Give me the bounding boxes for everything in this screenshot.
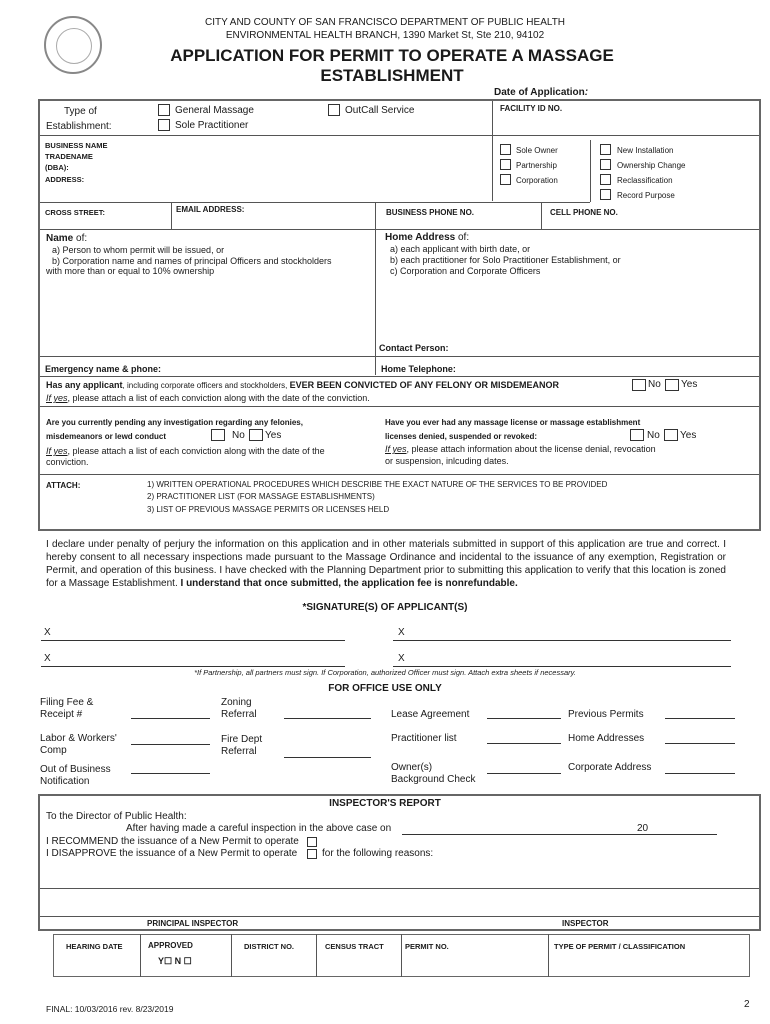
census-tract-label: CENSUS TRACT [325, 942, 384, 951]
felony-no-label: No [648, 379, 661, 390]
facility-id-label: FACILITY ID NO. [500, 104, 563, 113]
attach-item-2: 2) PRACTITIONER LIST (FOR MASSAGE ESTABLISHMENTS) [147, 492, 375, 501]
license-attach-note-cont: or suspension, inlcuding dates. [385, 456, 509, 466]
to-director-label: To the Director of Public Health: [46, 811, 187, 822]
pending-yes-checkbox[interactable] [249, 429, 263, 441]
header-line-1: CITY AND COUNTY OF SAN FRANCISCO DEPARTMENT OF PUBLIC HEALTH [204, 17, 566, 28]
new-installation-checkbox[interactable] [600, 144, 611, 155]
labor-comp-line[interactable] [131, 744, 210, 745]
recommend-label: I RECOMMEND the issuance of a New Permit to operate [46, 836, 299, 847]
cross-street-label: CROSS STREET: [45, 208, 106, 217]
labor-comp-label-cont: Comp [40, 745, 67, 756]
partnership-label: Partnership [516, 161, 557, 170]
emergency-contact-label: Emergency name & phone: [45, 364, 162, 374]
fire-referral-label: Referral [221, 746, 257, 757]
name-option-a: a) Person to whom permit will be issued, or [52, 245, 225, 255]
zoning-referral-label: Referral [221, 709, 257, 720]
license-denied-question-cont: licenses denied, suspended or revoked: [385, 432, 538, 441]
license-yes-label: Yes [680, 430, 697, 441]
address-label: ADDRESS: [45, 175, 85, 184]
dba-label: (DBA): [45, 163, 69, 172]
signature-x-1: X [44, 627, 51, 638]
pending-no-checkbox[interactable] [211, 429, 225, 441]
sole-practitioner-checkbox[interactable] [158, 119, 170, 131]
zoning-line[interactable] [284, 718, 371, 719]
pending-attach-note-cont: conviction. [46, 457, 89, 467]
ownership-change-label: Ownership Change [617, 161, 686, 170]
partnership-checkbox[interactable] [500, 159, 511, 170]
revision-footer: FINAL: 10/03/2016 rev. 8/23/2019 [46, 1004, 174, 1014]
signature-line-2[interactable] [393, 640, 731, 641]
signatures-title: *SIGNATURE(S) OF APPLICANT(S) [302, 602, 468, 613]
declaration-text: I declare under penalty of perjury the information on this application and in other materials submitted in support of this application are true and correct. I hereby consent to all necessary inspections made pursuant to the Massage Ordinance and incidental to the issuance of any exemption, Registration or Permit, and operation of this business. I have checked with the Planning Department prior to submitting this application to verify that this location is zoned for a Massage Establishment. I understand that once submitted, the application fee is nonrefundable. [46, 539, 726, 589]
practitioner-list-label: Practitioner list [391, 733, 457, 744]
license-denied-question: Have you ever had any massage license or massage establishment [385, 418, 641, 427]
fire-dept-label: Fire Dept [221, 734, 263, 745]
record-purpose-checkbox[interactable] [600, 189, 611, 200]
new-installation-label: New Installation [617, 146, 674, 155]
fire-dept-line[interactable] [284, 757, 371, 758]
signature-line-1[interactable] [41, 640, 345, 641]
cell-phone-label: CELL PHONE NO. [550, 208, 618, 217]
corporation-label: Corporation [516, 176, 558, 185]
disapprove-label: I DISAPPROVE the issuance of a New Permit to operate [46, 848, 298, 859]
attach-item-3: 3) LIST OF PREVIOUS MASSAGE PERMITS OR LICENSES HELD [147, 505, 390, 514]
type-label-2: Establishment: [46, 121, 112, 132]
attach-item-1: 1) WRITTEN OPERATIONAL PROCEDURES WHICH DESCRIBE THE EXACT NATURE OF THE SERVICES TO BE PROVIDED [147, 480, 608, 489]
name-option-b: b) Corporation name and names of principal Officers and stockholders [52, 256, 332, 266]
district-no-label: DISTRICT NO. [244, 942, 294, 951]
approved-label: APPROVED [148, 941, 193, 950]
owners-line[interactable] [487, 773, 561, 774]
hearing-date-label: HEARING DATE [66, 942, 123, 951]
tradename-label: TRADENAME [45, 152, 93, 161]
outcall-service-label: OutCall Service [345, 105, 415, 116]
year-label: 20 [637, 823, 649, 834]
out-of-business-line[interactable] [131, 773, 210, 774]
lease-agreement-label: Lease Agreement [391, 709, 470, 720]
filing-fee-label: Filing Fee & [40, 697, 94, 708]
felony-yes-checkbox[interactable] [665, 379, 679, 391]
license-no-checkbox[interactable] [630, 429, 644, 441]
felony-question: Has any applicant, including corporate officers and stockholders, EVER BEEN CONVICTED OF ANY FELONY OR MISDEMEANOR [46, 380, 559, 390]
signature-note: *If Partnership, all partners must sign. If Corporation, authorized Officer must sign. Attach extra sheets if necessary. [194, 668, 576, 677]
page-title-line-2: ESTABLISHMENT [320, 66, 464, 85]
reclassification-checkbox[interactable] [600, 174, 611, 185]
sole-practitioner-label: Sole Practitioner [175, 120, 249, 131]
home-option-b: b) each practitioner for Solo Practitioner Establishment, or [390, 255, 621, 265]
owners-label: Owner(s) [391, 762, 433, 773]
previous-permits-line[interactable] [665, 718, 735, 719]
sole-owner-checkbox[interactable] [500, 144, 511, 155]
office-use-title: FOR OFFICE USE ONLY [328, 683, 442, 694]
home-option-a: a) each applicant with birth date, or [390, 244, 531, 254]
business-phone-label: BUSINESS PHONE NO. [386, 208, 475, 217]
type-label-1: Type of [64, 106, 97, 117]
header-line-2: ENVIRONMENTAL HEALTH BRANCH, 1390 Market St, Ste 210, 94102 [225, 30, 545, 41]
page-title-line-1: APPLICATION FOR PERMIT TO OPERATE A MASSAGE [170, 46, 614, 65]
filing-fee-line[interactable] [131, 718, 210, 719]
business-name-label: BUSINESS NAME [45, 141, 108, 150]
lease-line[interactable] [487, 718, 561, 719]
practitioner-line[interactable] [487, 743, 561, 744]
out-of-business-label: Out of Business [40, 764, 111, 775]
ownership-change-checkbox[interactable] [600, 159, 611, 170]
pending-investigation-question-cont: misdemeanors or lewd conduct [46, 432, 167, 441]
receipt-label: Receipt # [40, 709, 83, 720]
felony-attach-note: If yes, please attach a list of each conviction along with the date of the conviction. [46, 393, 370, 403]
inspector-report-title: INSPECTOR'S REPORT [329, 798, 441, 809]
email-address-label: EMAIL ADDRESS: [176, 205, 245, 214]
corporate-address-line[interactable] [665, 773, 735, 774]
license-yes-checkbox[interactable] [664, 429, 678, 441]
pending-yes-label: Yes [265, 430, 282, 441]
license-attach-note: If yes, please attach information about the license denial, revocation [385, 444, 656, 454]
felony-yes-label: Yes [681, 379, 698, 390]
disapprove-checkbox[interactable] [307, 849, 317, 859]
principal-inspector-label: PRINCIPAL INSPECTOR [147, 919, 239, 928]
home-telephone-label: Home Telephone: [381, 364, 456, 374]
page-number: 2 [744, 999, 750, 1010]
pending-attach-note: If yes, please attach a list of each conviction along with the date of the [46, 446, 325, 456]
general-massage-label: General Massage [175, 105, 254, 116]
signature-x-3: X [44, 653, 51, 664]
background-check-label: Background Check [391, 774, 476, 785]
permit-type-label: TYPE OF PERMIT / CLASSIFICATION [554, 942, 686, 951]
approved-yn-checkboxes[interactable]: Y☐ N ☐ [158, 956, 192, 966]
reclassification-label: Reclassification [617, 176, 673, 185]
labor-comp-label: Labor & Workers' [40, 733, 117, 744]
home-option-c: c) Corporation and Corporate Officers [390, 266, 541, 276]
date-of-application-label: Date of Application: [494, 87, 589, 98]
pending-no-label: No [232, 430, 245, 441]
zoning-label: Zoning [221, 697, 252, 708]
attach-label: ATTACH: [46, 481, 81, 490]
corporate-address-label: Corporate Address [568, 762, 652, 773]
signature-line-4[interactable] [393, 666, 731, 667]
record-purpose-label: Record Purpose [617, 191, 675, 200]
inspection-date-line[interactable] [402, 834, 717, 835]
home-address-label: Home Address of: [385, 232, 470, 243]
general-massage-checkbox[interactable] [158, 104, 170, 116]
reasons-label: for the following reasons: [322, 848, 434, 859]
signature-line-3[interactable] [41, 666, 345, 667]
signature-x-4: X [398, 653, 405, 664]
home-addresses-label: Home Addresses [568, 733, 645, 744]
license-no-label: No [647, 430, 660, 441]
contact-person-label: Contact Person: [379, 343, 449, 353]
inspector-label: INSPECTOR [562, 919, 609, 928]
home-addresses-line[interactable] [665, 743, 735, 744]
recommend-checkbox[interactable] [307, 837, 317, 847]
signature-x-2: X [398, 627, 405, 638]
name-label: Name of: [46, 233, 88, 244]
name-option-b-cont: with more than or equal to 10% ownership [46, 266, 215, 276]
pending-investigation-question: Are you currently pending any investigation regarding any felonies, [46, 418, 303, 427]
notification-label: Notification [40, 776, 90, 787]
previous-permits-label: Previous Permits [568, 709, 644, 720]
permit-no-label: PERMIT NO. [405, 942, 449, 951]
corporation-checkbox[interactable] [500, 174, 511, 185]
inspection-date-label: After having made a careful inspection in the above case on [126, 823, 392, 834]
outcall-service-checkbox[interactable] [328, 104, 340, 116]
sole-owner-label: Sole Owner [516, 146, 558, 155]
felony-no-checkbox[interactable] [632, 379, 646, 391]
